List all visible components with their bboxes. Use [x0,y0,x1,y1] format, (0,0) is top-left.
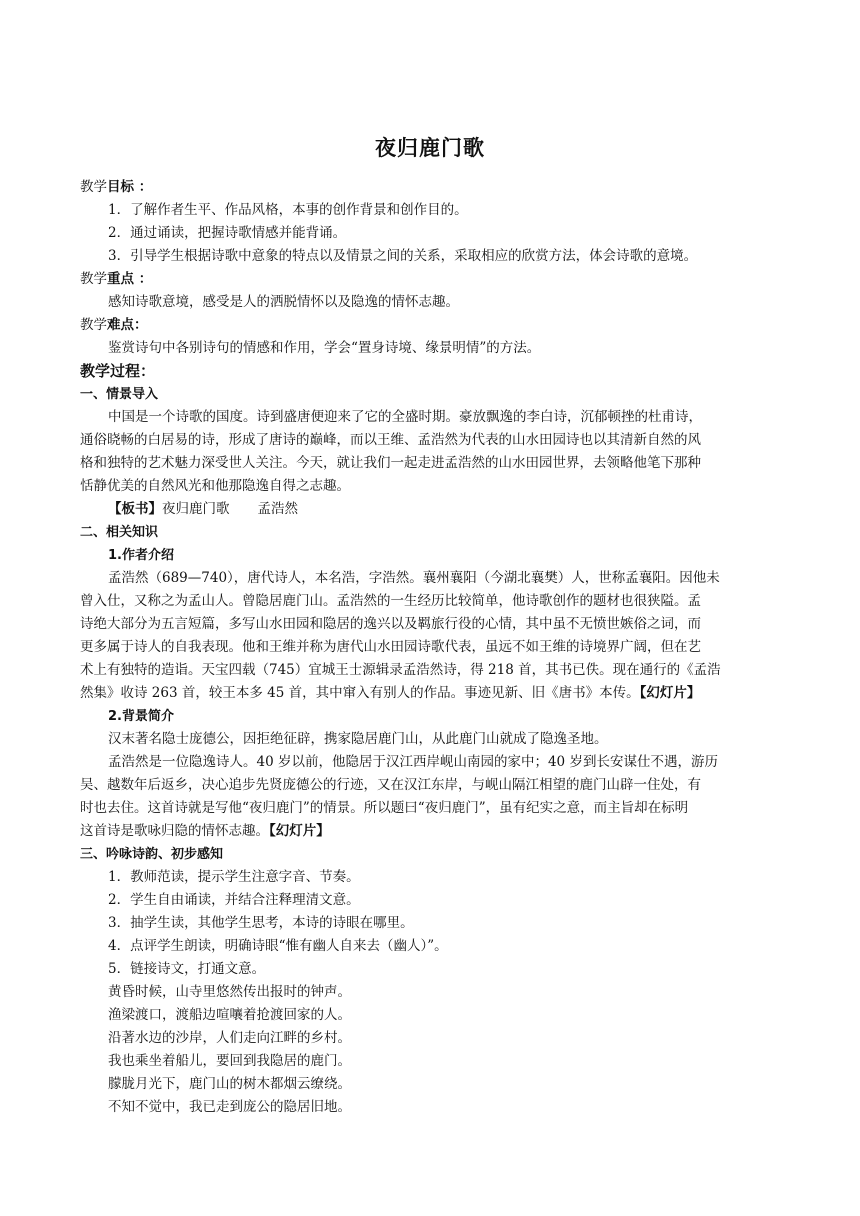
difficulty-label-colon: ： [134,317,148,333]
step-item: 1．教师范读，提示学生注意字音、节奏。 [108,869,360,885]
translation-line: 渔梁渡口，渡船边喧嚷着抢渡回家的人。 [108,1007,351,1023]
author-line: 诗绝大部分为五言短篇，多写山水田园和隐居的逸兴以及羁旅行役的心情，其中虽不无愤世嫉俗之词，而 [80,616,701,632]
subsection-heading: 2.背景简介 [108,709,174,724]
lesson-plan-body [80,176,782,1119]
step-item: 5．链接诗文，打通文意。 [108,961,266,977]
background-line: 吴、越数年后返乡，决心追步先贤庞德公的行迹，又在汉江东岸，与岘山隔江相望的鹿门山辟一住处，有 [80,777,701,793]
board-title: 夜归鹿门歌 [162,501,230,517]
difficulty-label-prefix: 教学 [80,317,107,333]
key-label-colon: ： [138,271,153,287]
intro-line: 中国是一个诗歌的国度。诗到盛唐便迎来了它的全盛时期。豪放飘逸的李白诗，沉郁顿挫的杜甫诗， [108,409,702,425]
goals-heading [80,176,782,199]
translation-line: 黄昏时候，山寺里悠然传出报时的钟声。 [108,984,351,1000]
goals-label-colon: ： [138,179,153,195]
background-line: 汉末著名隐士庞德公，因拒绝征辟，携家隐居鹿门山，从此鹿门山就成了隐逸圣地。 [108,731,608,747]
background-line [80,820,782,843]
page-title: 夜归鹿门歌 [375,136,485,160]
difficulty-label: 难点 [107,317,134,333]
translation-line: 我也乘坐着船儿，要回到我隐居的鹿门。 [108,1053,351,1069]
process-heading: 教学过程： [80,362,156,380]
author-line [80,682,782,705]
board-author: 孟浩然 [257,501,298,517]
difficulty-heading [80,314,782,337]
key-text: 感知诗歌意境，感受是人的洒脱情怀以及隐逸的情怀志趣。 [108,294,459,310]
goal-item: 2．通过诵读，把握诗歌情感并能背诵。 [108,225,347,241]
slide-marker: 【幻灯片】 [269,823,330,839]
slide-marker: 【幻灯片】 [639,685,701,701]
translation-line: 朦胧月光下，鹿门山的树木都烟云缭绕。 [108,1076,351,1092]
intro-line: 格和独特的艺术魅力深受世人关注。今天，就让我们一起走进孟浩然的山水田园世界，去领略他笔下那种 [80,455,701,471]
goals-label: 目标 [107,179,139,195]
goal-item: 1．了解作者生平、作品风格，本事的创作背景和创作目的。 [108,202,468,218]
author-line: 更多属于诗人的自我表现。他和王维并称为唐代山水田园诗歌代表，虽远不如王维的诗境界广阔，但在艺 [80,639,701,655]
background-line: 时也去住。这首诗就是写他“夜归鹿门”的情景。所以题曰“夜归鹿门”，虽有纪实之意，而主旨却在标明 [80,800,689,816]
intro-line: 通俗晓畅的白居易的诗，形成了唐诗的巅峰，而以王维、孟浩然为代表的山水田园诗也以其清新自然的风 [80,432,701,448]
section-heading: 三、吟咏诗韵、初步感知 [80,847,224,862]
translation-line: 不知不觉中，我已走到庞公的隐居旧地。 [108,1099,351,1115]
section-heading: 一、情景导入 [80,387,159,402]
board-tag: 【板书】 [108,501,162,517]
section-heading: 二、相关知识 [80,525,159,540]
author-line: 曾入仕，又称之为孟山人。曾隐居鹿门山。孟浩然的一生经历比较简单，他诗歌创作的题材也很狭隘。孟 [80,593,701,609]
author-line: 术上有独特的造诣。天宝四载（745）宜城王士源辑录孟浩然诗，得 218 首，其书已佚。现在通行的《孟浩 [80,662,721,678]
background-line: 孟浩然是一位隐逸诗人。40 岁以前，他隐居于汉江西岸岘山南园的家中；40 岁到长安谋仕不遇，游历 [108,754,718,770]
step-item: 2．学生自由诵读，并结合注释理清文意。 [108,892,360,908]
subsection-heading: 1.作者介绍 [108,548,174,563]
step-item: 3．抽学生读，其他学生思考，本诗的诗眼在哪里。 [108,915,414,931]
goal-item: 3．引导学生根据诗歌中意象的特点以及情景之间的关系，采取相应的欣赏方法，体会诗歌的意境。 [108,248,698,264]
author-line: 孟浩然（689—740），唐代诗人，本名浩，字浩然。襄州襄阳（今湖北襄樊）人，世称孟襄阳。因他未 [108,570,720,586]
key-label: 重点 [107,271,139,287]
key-heading [80,268,782,291]
difficulty-text: 鉴赏诗句中各别诗句的情感和作用，学会“置身诗境、缘景明情”的方法。 [108,340,541,356]
translation-line: 沿著水边的沙岸，人们走向江畔的乡村。 [108,1030,351,1046]
author-line-text: 然集》收诗 263 首，较王本多 45 首，其中窜入有别人的作品。事迹见新、旧《唐书》本传。 [80,685,640,701]
key-label-prefix: 教学 [80,271,107,287]
background-line-text: 这首诗是歌咏归隐的情怀志趣。 [80,823,269,839]
intro-line: 恬静优美的自然风光和他那隐逸自得之志趣。 [80,478,350,494]
board-line [80,498,782,521]
step-item: 4．点评学生朗读，明确诗眼“惟有幽人自来去（幽人）”。 [108,938,448,954]
goals-label-prefix: 教学 [80,179,107,195]
